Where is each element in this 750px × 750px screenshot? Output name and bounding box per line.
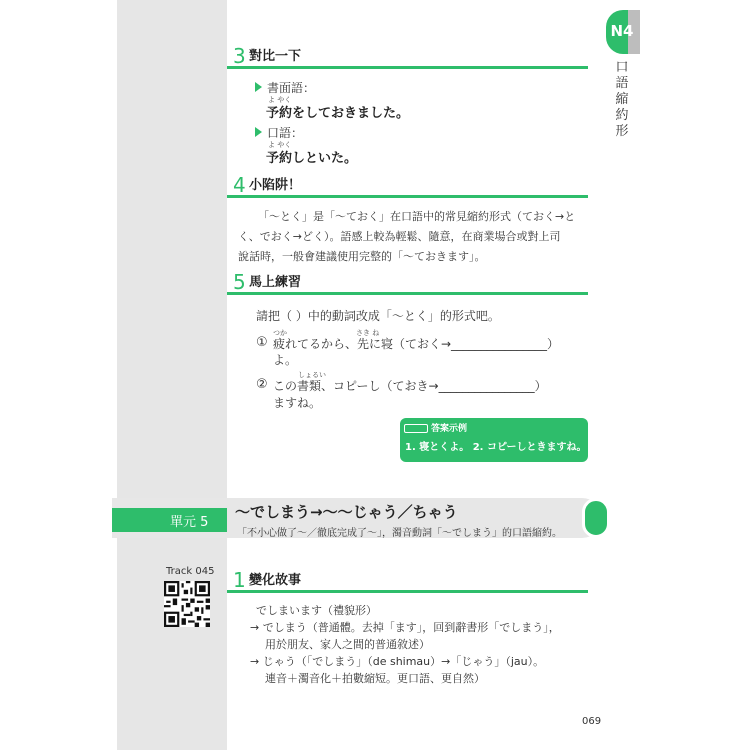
- answer-label: 答案示例: [404, 421, 467, 434]
- section-title: 小陷阱！: [249, 178, 302, 193]
- vertical-title-char: 約: [615, 108, 629, 123]
- paragraph-line: 「〜とく」是「〜ておく」在口語中的常見縮約形式（ておく→と: [258, 210, 576, 223]
- vertical-title-char: 口: [615, 60, 629, 75]
- section-number: 5: [233, 270, 246, 294]
- story-line: → でしまう（普通體。去掉「ます」，回到辭書形「でしまう」，: [250, 621, 560, 634]
- spoken-label: 口語：: [267, 126, 304, 140]
- furigana: つか: [273, 329, 287, 337]
- paragraph-line: 說話時，一般會建議使用完整的「〜ておきます」。: [238, 250, 486, 263]
- vertical-title-char: 縮: [615, 92, 629, 107]
- unit-tab-marker: [582, 498, 610, 538]
- answer-box: [400, 418, 588, 462]
- pencil-icon: [404, 424, 428, 433]
- written-example: 予約をしておきました。: [266, 106, 410, 121]
- unit-label: 單元 5: [170, 515, 209, 530]
- bullet-icon: [255, 82, 262, 92]
- vertical-title-char: 語: [615, 76, 629, 91]
- furigana: よ やく: [268, 96, 292, 104]
- furigana: しょるい: [298, 371, 326, 379]
- vertical-title-char: 形: [615, 124, 629, 139]
- section-3-header: [227, 44, 588, 69]
- furigana: さき ね: [356, 329, 380, 337]
- story-line: → じゃう（「でしまう」（de shimau）→「じゃう」（jau）。: [250, 655, 545, 668]
- story-line: 連音＋濁音化＋拍數縮短。更口語、更自然）: [265, 672, 485, 685]
- question-text: ますね。: [273, 396, 322, 410]
- gray-side-band: [117, 0, 227, 750]
- spoken-example: 予約しといた。: [266, 151, 358, 166]
- section-title: 變化故事: [249, 573, 302, 588]
- story-line: 用於朋友、家人之間的普通敘述）: [265, 638, 430, 651]
- section-number: 4: [233, 173, 246, 197]
- paragraph-line: く、でおく→どく）。語感上較為輕鬆、隨意，在商業場合或對上司: [238, 230, 561, 243]
- exercise-instruction: 請把（ ）中的動詞改成「〜とく」的形式吧。: [256, 309, 500, 323]
- unit-subtitle: 「不小心做了〜／徹底完成了〜」，濁音動詞「〜でしまう」的口語縮約。: [237, 528, 562, 539]
- bullet-icon: [255, 127, 262, 137]
- section-number: 1: [233, 568, 246, 592]
- furigana: よ やく: [268, 141, 292, 149]
- section-4-header: [227, 173, 588, 198]
- section-number: 3: [233, 44, 246, 68]
- chapter-vertical-title: [612, 60, 632, 140]
- question-text: よ。: [273, 353, 298, 367]
- written-label: 書面語：: [267, 81, 316, 95]
- section-5-header: [227, 270, 588, 295]
- section-title: 馬上練習: [249, 275, 302, 290]
- section-title: 對比一下: [249, 49, 302, 64]
- track-label: Track 045: [166, 566, 215, 577]
- unit-title: 〜でしまう→〜〜じゃう／ちゃう: [235, 503, 458, 521]
- answer-text: 1. 寝とくよ。 2. コピーしときますね。: [405, 442, 587, 453]
- qr-code-icon[interactable]: [164, 581, 210, 627]
- story-line: でしまいます（禮貌形）: [256, 604, 377, 617]
- question-text: 疲れてるから、先に寝（ておく→________________）: [273, 337, 560, 351]
- question-number: ②: [256, 377, 268, 392]
- page-number: 069: [582, 716, 602, 727]
- question-text: この書類、コピーし（ておき→________________）: [273, 379, 547, 393]
- section-1-header: [227, 568, 588, 593]
- right-margin: [628, 0, 750, 750]
- level-label: N4: [610, 22, 634, 40]
- question-number: ①: [256, 335, 268, 350]
- left-margin: [0, 0, 117, 750]
